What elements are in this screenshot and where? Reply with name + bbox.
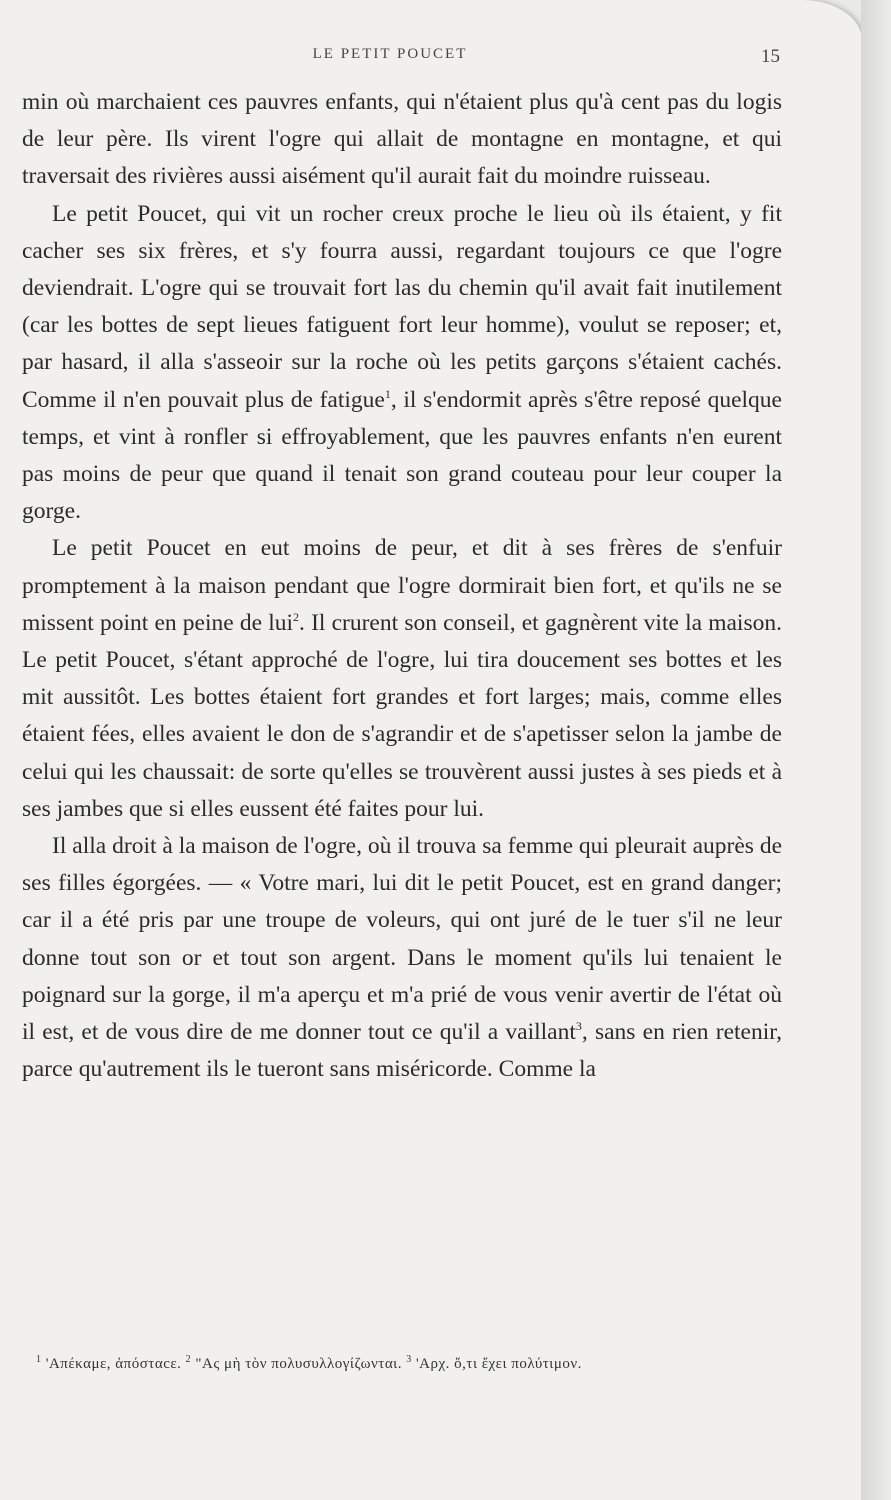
- paragraph: Le petit Poucet en eut moins de peur, et dit à ses frères de s'enfuir promptement à la maison pendant que l'ogre dormirait bien fort, et qu'ils ne se missent point en peine de lui$^2$. Il crurent son conseil, et gagnèrent vite la maison. Le petit Poucet, s'étant approché de l'ogre, lui tira doucement ses bottes et les mit aussitôt. Les bottes étaient fort grandes et fort larges; mais, comme elles étaient fées, elles avaient le don de s'agrandir et de s'apetisser selon la jambe de celui qui les chaussait: de sorte qu'elles se trouvèrent aussi justes à ses pieds et à ses jambes que si elles eussent été faites pour lui.: [22, 535, 782, 822]
- paragraph: Le petit Poucet, qui vit un rocher creux proche le lieu où ils étaient, y fit cacher ses six frères, et s'y fourra aussi, regardant toujours ce que l'ogre deviendrait. L'ogre qui se trouvait fort las du chemin qu'il avait fait inutilement (car les bottes de sept lieues fatiguent fort leur homme), voulut se reposer; et, par hasard, il alla s'asseoir sur la roche où les petits garçons s'étaient cachés. Comme il n'en pouvait plus de fatigue$^1$, il s'endormit après s'être reposé quelque temps, et vint à ronfler si effroyablement, que les pauvres enfants n'en eurent pas moins de peur que quand il tenait son grand couteau pour leur couper la gorge.: [22, 200, 782, 525]
- page-edge-shadow: [861, 0, 891, 1500]
- footnote-ref: 1: [384, 386, 391, 401]
- paragraph: min où marchaient ces pauvres enfants, qui n'étaient plus qu'à cent pas du logis de leur père. Ils virent l'ogre qui allait de montagne en montagne, et qui traversait des rivières aussi aisément qu'il aurait fait du moindre ruisseau.: [22, 89, 782, 190]
- page-header: [0, 46, 862, 70]
- paragraph: Il alla droit à la maison de l'ogre, où il trouva sa femme qui pleurait auprès de ses filles égorgées. — « Votre mari, lui dit le petit Poucet, est en grand danger; car il a été pris par une troupe de voleurs, qui ont juré de le tuer s'il ne leur donne tout son or et tout son argent. Dans le moment qu'ils lui tenaient le poignard sur la gorge, il m'a aperçu et m'a prié de vous venir avertir de l'état où il est, et de vous dire de me donner tout ce qu'il a vaillant$^3$, sans en rien retenir, parce qu'autrement ils le tueront sans miséricorde. Comme la: [22, 833, 782, 1083]
- footnote-text: 'Απέκαμε, ἀπόσταсε.: [45, 1356, 182, 1372]
- body-text: [22, 84, 782, 1088]
- footnote-line: [22, 1350, 792, 1378]
- footnotes: [22, 1350, 792, 1378]
- footnote-ref: 3: [575, 1019, 582, 1034]
- footnote-text: "Ας μὴ τὸν πολυσυλλογίζωνται.: [195, 1356, 402, 1372]
- footnote-mark: 3: [406, 1354, 412, 1365]
- footnote-mark: 1: [36, 1354, 42, 1365]
- footnote-text: 'Αρχ. ὅ,τι ἔχει πολύτιμον.: [415, 1356, 582, 1372]
- page-number: 15: [761, 46, 780, 67]
- running-title: LE PETIT POUCET: [312, 46, 468, 62]
- footnote-mark: 2: [185, 1354, 192, 1365]
- footnote-ref: 2: [293, 609, 300, 624]
